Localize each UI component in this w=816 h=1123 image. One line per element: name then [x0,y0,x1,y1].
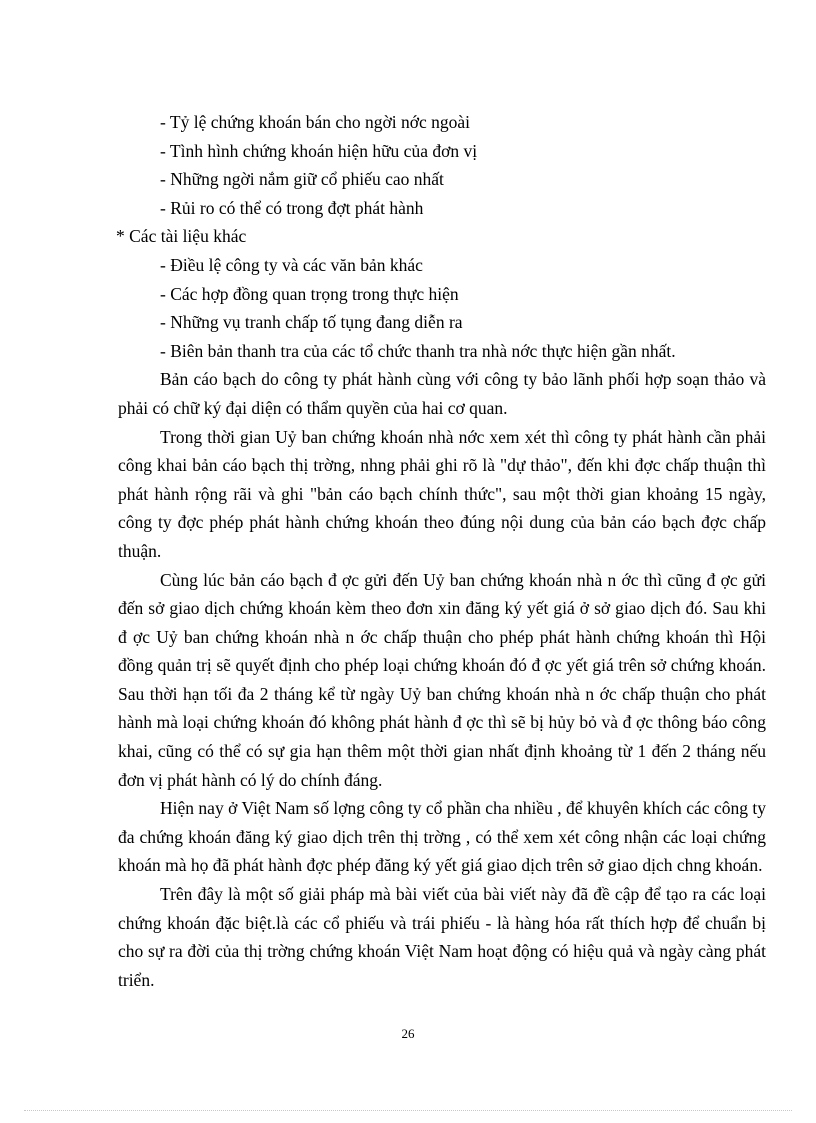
page-body [118,108,766,994]
bullet-item: - Những ngời nắm giữ cổ phiếu cao nhất [160,169,444,190]
page-bottom-divider [24,1110,792,1111]
paragraph: Hiện nay ở Việt Nam số lợng công ty cổ phần cha nhiều , để khuyên khích các công ty đa chứng khoán đăng ký giao dịch trên thị trờng , có thể xem xét công nhận các loại chứng khoán mà họ đã phát hành đợc phép đăng ký yết giá giao dịch trên sở giao dịch chng khoán. [118,798,766,876]
bullet-item: - Biên bản thanh tra của các tổ chức thanh tra nhà nớc thực hiện gần nhất. [160,340,676,361]
bullet-item: - Điều lệ công ty và các văn bản khác [160,254,423,275]
bullet-item: - Rủi ro có thể có trong đợt phát hành [160,197,424,218]
paragraph: Bản cáo bạch do công ty phát hành cùng với công ty bảo lãnh phối hợp soạn thảo và phải có chữ ký đại diện có thẩm quyền của hai cơ quan. [118,369,766,418]
bullet-item: - Tỷ lệ chứng khoán bán cho ngời nớc ngoài [160,112,471,132]
section-heading: * Các tài liệu khác [116,226,247,247]
bullet-item: - Tình hình chứng khoán hiện hữu của đơn vị [160,140,478,161]
paragraph: Cùng lúc bản cáo bạch đ ợc gửi đến Uỷ ban chứng khoán nhà n ớc thì cũng đ ợc gửi đến sở giao dịch chứng khoán kèm theo đơn xin đăng ký yết giá ở sở giao dịch đó. Sau khi đ ợc Uỷ ban chứng khoán nhà n ớc chấp thuận cho phép phát hành chứng khoán thì Hội đồng quản trị sẽ quyết định cho phép loại chứng khoán đó đ ợc yết giá trên sở chứng khoán. Sau thời hạn tối đa 2 tháng kể từ ngày Uỷ ban chứng khoán nhà n ớc chấp thuận cho phát hành mà loại chứng khoán đó không phát hành đ ợc thì sẽ bị hủy bỏ và đ ợc thông báo công khai, cũng có thể có sự gia hạn thêm một thời gian nhất định khoảng từ 1 đến 2 tháng nếu đơn vị phát hành có lý do chính đáng. [118,569,766,790]
paragraph: Trên đây là một số giải pháp mà bài viết của bài viết này đã đề cập để tạo ra các loại chứng khoán đặc biệt.là các cổ phiếu và trái phiếu - là hàng hóa rất thích hợp để chuẩn bị cho sự ra đời của thị trờng chứng khoán Việt Nam hoạt động có hiệu quả và ngày càng phát triển. [118,884,766,990]
page-number: 26 [401,1026,415,1041]
bullet-item: - Các hợp đồng quan trọng trong thực hiện [160,283,459,304]
paragraph: Trong thời gian Uỷ ban chứng khoán nhà nớc xem xét thì công ty phát hành cần phải công khai bản cáo bạch thị trờng, nhng phải ghi rõ là "dự thảo", đến khi đợc chấp thuận thì phát hành rộng rãi và ghi "bản cáo bạch chính thức", sau một thời gian khoảng 15 ngày, công ty đợc phép phát hành chứng khoán theo đúng nội dung của bản cáo bạch đợc chấp thuận. [118,426,766,561]
bullet-item: - Những vụ tranh chấp tố tụng đang diễn ra [160,312,463,333]
